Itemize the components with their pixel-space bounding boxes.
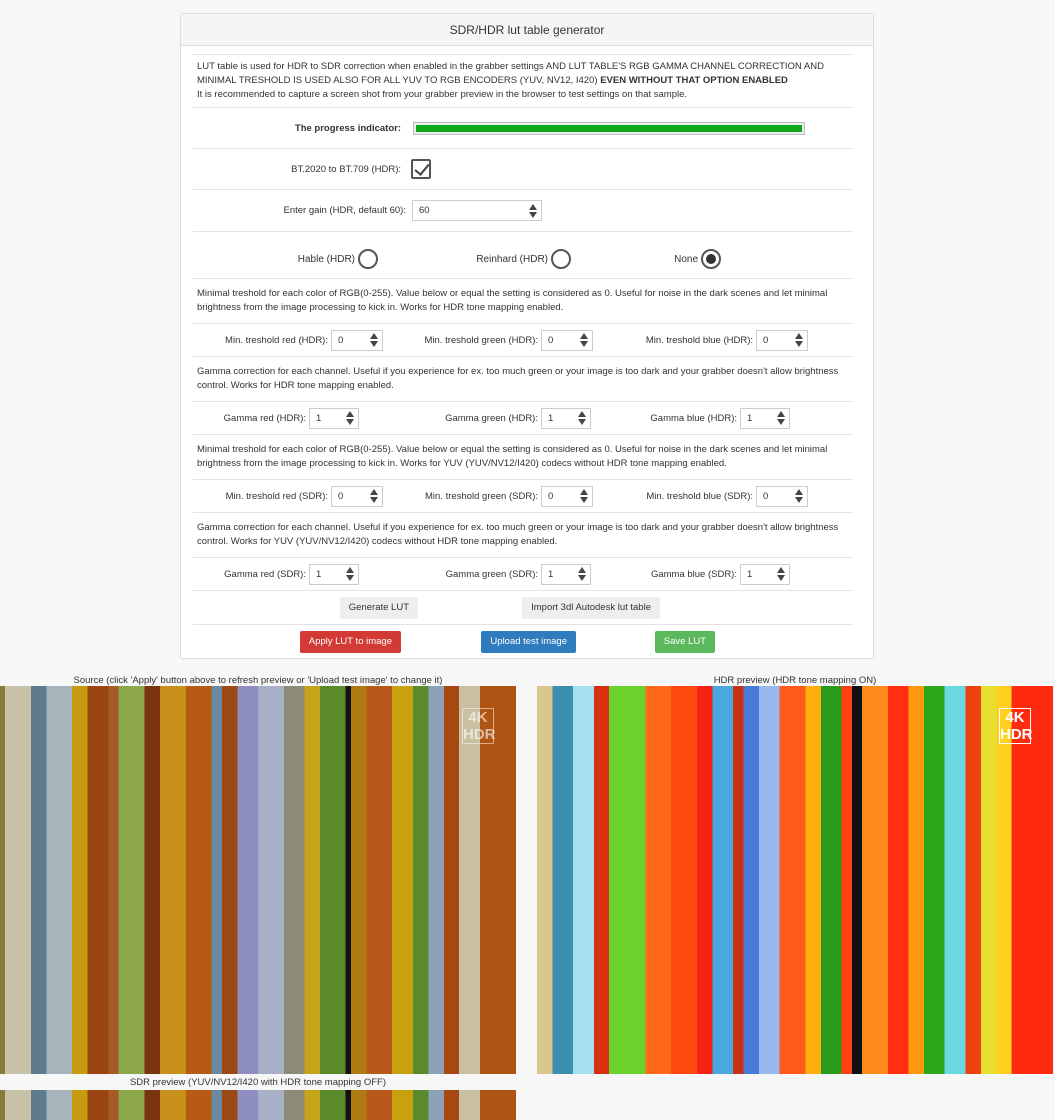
source-caption: Source (click 'Apply' button above to refresh preview or 'Upload test image' to change it)	[73, 675, 443, 686]
spinner-arrows-icon[interactable]	[794, 331, 804, 350]
sdr-threshold-label: Min. treshold red (SDR):	[225, 490, 328, 502]
spinner-arrows-icon[interactable]	[579, 331, 589, 350]
field-value: 0	[338, 334, 344, 346]
field-value: 1	[548, 412, 554, 424]
hdr-gamma-description: Gamma correction for each channel. Useful if you experience for ex. too much green or your image is too dark and your grabber doesn't allow brightness control. Works for HDR tone mapping enabled.	[197, 366, 839, 391]
sdr-threshold-input[interactable]	[541, 486, 593, 507]
panel-title: SDR/HDR lut table generator	[181, 14, 873, 46]
sdr-gamma-description: Gamma correction for each channel. Useful if you experience for ex. too much green or your image is too dark and your grabber doesn't allow brightness control. Works for YUV (YUV/NV12/I420) codecs without HDR tone mapping enabled.	[197, 522, 839, 547]
bt2020-label: BT.2020 to BT.709 (HDR):	[291, 163, 401, 175]
hdr-threshold-label: Min. treshold blue (HDR):	[645, 334, 753, 346]
progress-label: The progress indicator:	[294, 122, 401, 134]
hdr-gamma-label: Gamma blue (HDR):	[650, 412, 737, 424]
radio-none[interactable]	[571, 249, 721, 269]
hdr-gamma-label: Gamma green (HDR):	[445, 412, 538, 424]
bt2020-checkbox[interactable]	[411, 159, 431, 179]
spinner-arrows-icon[interactable]	[369, 487, 379, 506]
import-lut-button[interactable]: Import 3dl Autodesk lut table	[522, 597, 660, 619]
sdr-gamma-input[interactable]	[541, 564, 591, 585]
radio-none-label: None	[674, 253, 698, 265]
hdr-gamma-input[interactable]	[740, 408, 790, 429]
apply-lut-button[interactable]: Apply LUT to image	[300, 631, 401, 653]
sdr-threshold-label: Min. treshold blue (SDR):	[646, 490, 753, 502]
intro-line2: It is recommended to capture a screen shot from your grabber preview in the browser to test settings on that sample.	[197, 89, 688, 100]
progress-fill	[416, 125, 802, 132]
progress-bar	[413, 122, 805, 135]
lut-generator-panel	[180, 13, 874, 659]
4k-hdr-logo: 4K HDR	[1000, 709, 1033, 743]
sdr-preview-image	[0, 1090, 516, 1120]
sdr-gamma-input[interactable]	[740, 564, 790, 585]
spinner-arrows-icon[interactable]	[577, 409, 587, 428]
sdr-preview-caption: SDR preview (YUV/NV12/I420 with HDR tone mapping OFF)	[129, 1077, 387, 1088]
gain-input[interactable]	[412, 200, 542, 221]
sdr-gamma-label: Gamma green (SDR):	[445, 568, 538, 580]
radio-hable-button[interactable]	[358, 249, 378, 269]
spinner-arrows-icon[interactable]	[345, 409, 355, 428]
sdr-gamma-label: Gamma blue (SDR):	[650, 568, 737, 580]
radio-hable-label: Hable (HDR)	[297, 253, 355, 265]
field-value: 1	[316, 412, 322, 424]
sdr-gamma-input[interactable]	[309, 564, 359, 585]
hdr-threshold-description: Minimal treshold for each color of RGB(0-255). Value below or equal the setting is considered as 0. Useful for noise in the dark scenes and let minimal brightness from the image processing to kick in. Works for HDR tone mapping enabled.	[197, 288, 828, 313]
radio-none-button[interactable]	[701, 249, 721, 269]
4k-hdr-logo: 4K HDR	[463, 709, 496, 743]
radio-reinhard-label: Reinhard (HDR)	[476, 253, 548, 265]
field-value: 0	[548, 334, 554, 346]
spinner-arrows-icon[interactable]	[776, 409, 786, 428]
gain-value: 60	[419, 205, 430, 216]
gain-label: Enter gain (HDR, default 60):	[283, 205, 406, 216]
hdr-threshold-input[interactable]	[541, 330, 593, 351]
source-image	[0, 686, 516, 1074]
intro-bold: EVEN WITHOUT THAT OPTION ENABLED	[600, 75, 788, 86]
sdr-threshold-input[interactable]	[756, 486, 808, 507]
field-value: 1	[747, 412, 753, 424]
hdr-preview-caption: HDR preview (HDR tone mapping ON)	[713, 675, 877, 686]
sdr-threshold-input[interactable]	[331, 486, 383, 507]
field-value: 1	[747, 568, 753, 580]
spinner-arrows-icon[interactable]	[369, 331, 379, 350]
intro-text	[193, 52, 853, 110]
field-value: 1	[548, 568, 554, 580]
field-value: 0	[763, 490, 769, 502]
sdr-threshold-label: Min. treshold green (SDR):	[425, 490, 538, 502]
radio-reinhard[interactable]	[378, 249, 571, 269]
hdr-threshold-input[interactable]	[331, 330, 383, 351]
hdr-threshold-label: Min. treshold red (HDR):	[225, 334, 328, 346]
field-value: 0	[548, 490, 554, 502]
spinner-arrows-icon[interactable]	[776, 565, 786, 584]
hdr-gamma-input[interactable]	[309, 408, 359, 429]
intro-line1: LUT table is used for HDR to SDR correction when enabled in the grabber settings AND LUT TABLE'S RGB GAMMA CHANNEL CORRECTION AND MINIMAL TRESHOLD IS USED ALSO FOR ALL YUV TO RGB ENCODERS (YUV, NV12, I420)	[197, 61, 824, 86]
spinner-arrows-icon[interactable]	[528, 201, 538, 220]
radio-hable[interactable]	[193, 249, 378, 269]
spinner-arrows-icon[interactable]	[577, 565, 587, 584]
save-lut-button[interactable]: Save LUT	[655, 631, 715, 653]
hdr-preview-image	[537, 686, 1053, 1074]
spinner-arrows-icon[interactable]	[345, 565, 355, 584]
spinner-arrows-icon[interactable]	[579, 487, 589, 506]
generate-lut-button[interactable]: Generate LUT	[340, 597, 418, 619]
spinner-arrows-icon[interactable]	[794, 487, 804, 506]
hdr-threshold-input[interactable]	[756, 330, 808, 351]
field-value: 0	[338, 490, 344, 502]
field-value: 1	[316, 568, 322, 580]
radio-reinhard-button[interactable]	[551, 249, 571, 269]
sdr-threshold-description: Minimal treshold for each color of RGB(0-255). Value below or equal the setting is considered as 0. Useful for noise in the dark scenes and let minimal brightness from the image processing to kick in. Works for YUV (YUV/NV12/I420) codecs without HDR tone mapping enabled.	[197, 444, 828, 469]
hdr-threshold-label: Min. treshold green (HDR):	[424, 334, 538, 346]
sdr-gamma-label: Gamma red (SDR):	[224, 568, 306, 580]
hdr-gamma-input[interactable]	[541, 408, 591, 429]
field-value: 0	[763, 334, 769, 346]
upload-test-image-button[interactable]: Upload test image	[481, 631, 576, 653]
hdr-gamma-label: Gamma red (HDR):	[223, 412, 306, 424]
